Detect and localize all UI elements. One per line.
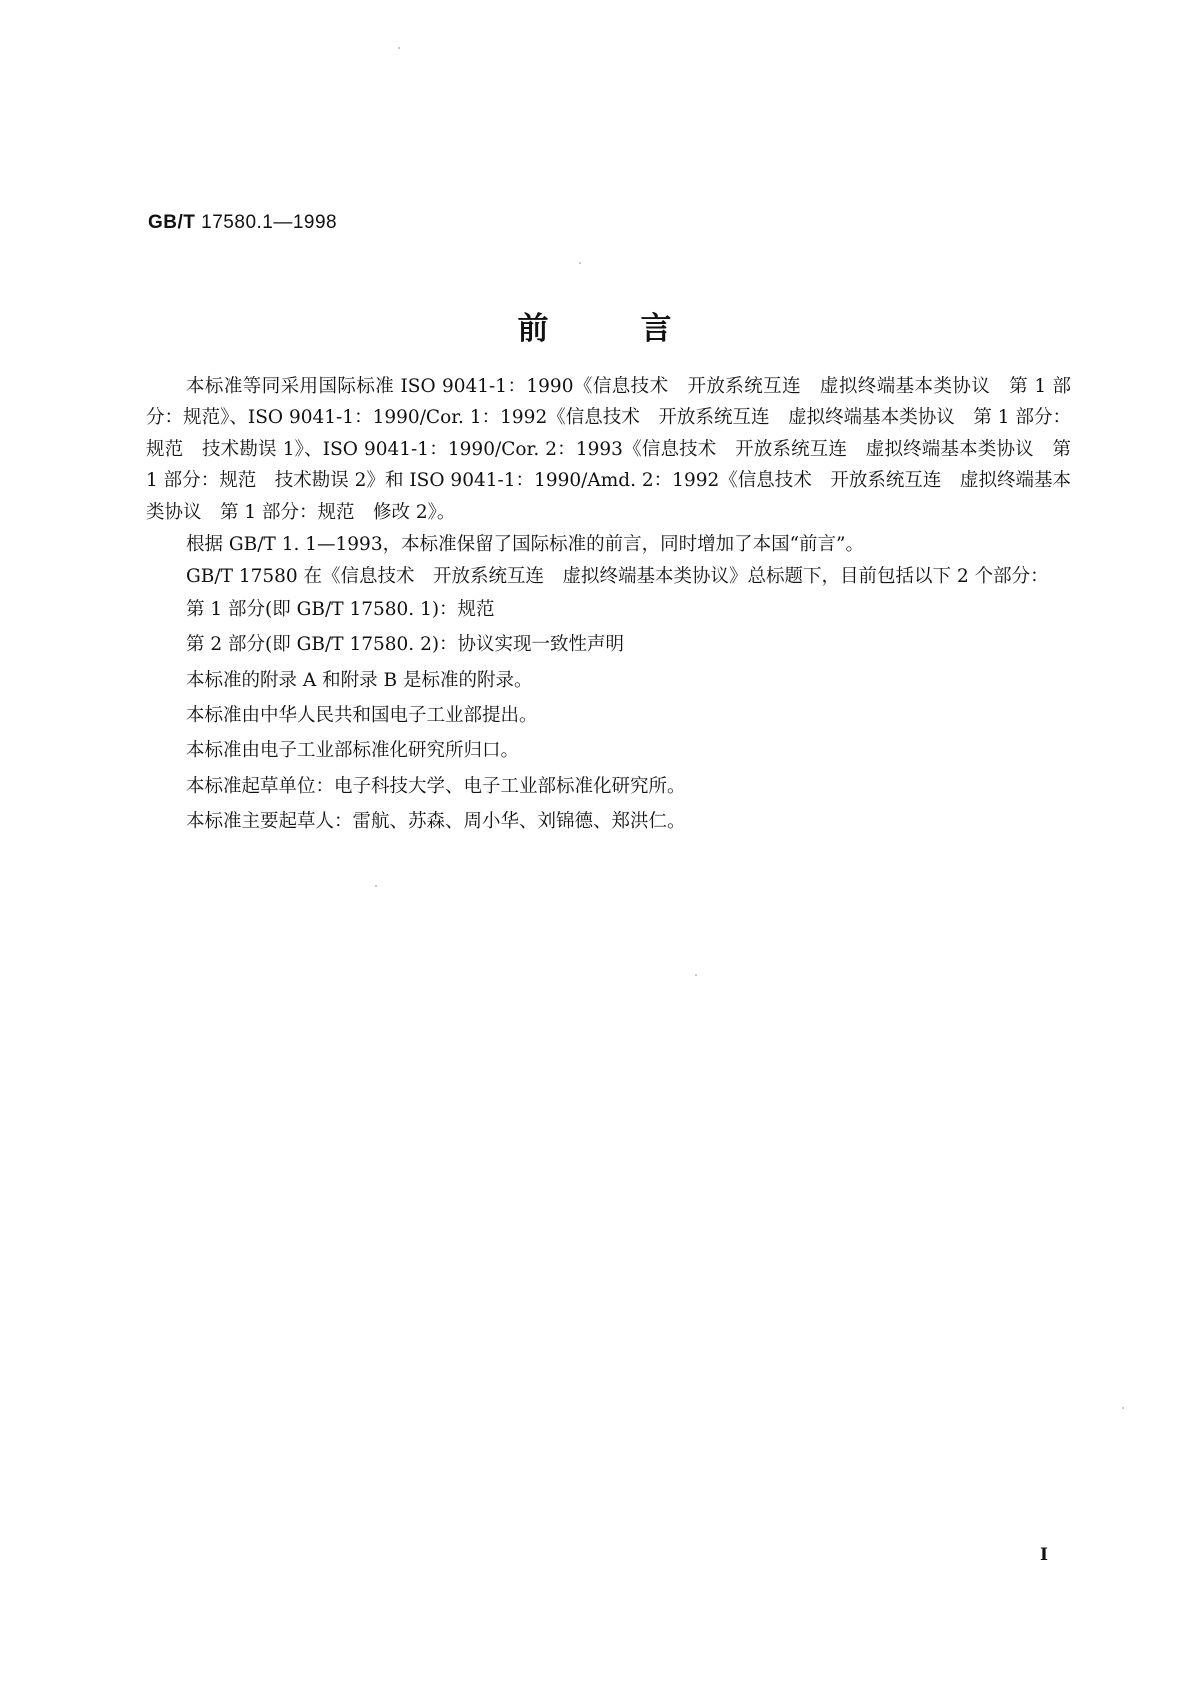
paragraph-basis: 根据 GB/T 1. 1—1993，本标准保留了国际标准的前言，同时增加了本国“前言”。 xyxy=(186,534,865,556)
part-1-line: 第 1 部分(即 GB/T 17580. 1)：规范 xyxy=(186,598,495,620)
proposer-line: 本标准由中华人民共和国电子工业部提出。 xyxy=(186,705,538,727)
standard-code-prefix: GB/T xyxy=(148,212,196,233)
standard-code xyxy=(148,212,337,234)
standard-code-number: 17580.1—1998 xyxy=(201,212,338,233)
foreword-body xyxy=(146,371,1071,842)
paragraph-parts: GB/T 17580 在《信息技术 开放系统互连 虚拟终端基本类协议》总标题下，目前包括以下 2 个部分： xyxy=(186,566,1049,588)
scan-speck xyxy=(695,974,697,976)
scan-speck xyxy=(1122,1407,1124,1409)
drafting-units-line: 本标准起草单位：电子科技大学、电子工业部标准化研究所。 xyxy=(186,775,686,797)
page-title xyxy=(0,303,1191,348)
title-char-2: 言 xyxy=(640,311,674,347)
drafters-line: 本标准主要起草人：雷航、苏森、周小华、刘锦德、郑洪仁。 xyxy=(186,811,686,833)
scan-speck xyxy=(375,885,377,887)
page-number: I xyxy=(1040,1545,1048,1565)
scan-speck xyxy=(579,262,581,264)
annex-line: 本标准的附录 A 和附录 B 是标准的附录。 xyxy=(186,669,533,691)
responsible-line: 本标准由电子工业部标准化研究所归口。 xyxy=(186,740,520,762)
part-2-line: 第 2 部分(即 GB/T 17580. 2)：协议实现一致性声明 xyxy=(186,634,625,656)
title-char-1: 前 xyxy=(517,311,551,347)
scan-speck xyxy=(398,47,400,49)
paragraph-adoption: 本标准等同采用国际标准 ISO 9041-1：1990《信息技术 开放系统互连 虚拟终端基本类协议 第 1 部分：规范》、ISO 9041-1：1990/Cor. 1：1992《信息技术 开放系统互连 虚拟终端基本类协议 第 1 部分：规范 技术勘误 1》、ISO 9041-1：1990/Cor. 2：1993《信息技术 开放系统互连 虚拟终端基本类协议 第 1 部分：规范 技术勘误 2》和 ISO 9041-1：1990/Amd. 2：1992《信息技术 开放系统互连 虚拟终端基本类协议 第 1 部分：规范 修改 2》。 xyxy=(146,376,1071,523)
